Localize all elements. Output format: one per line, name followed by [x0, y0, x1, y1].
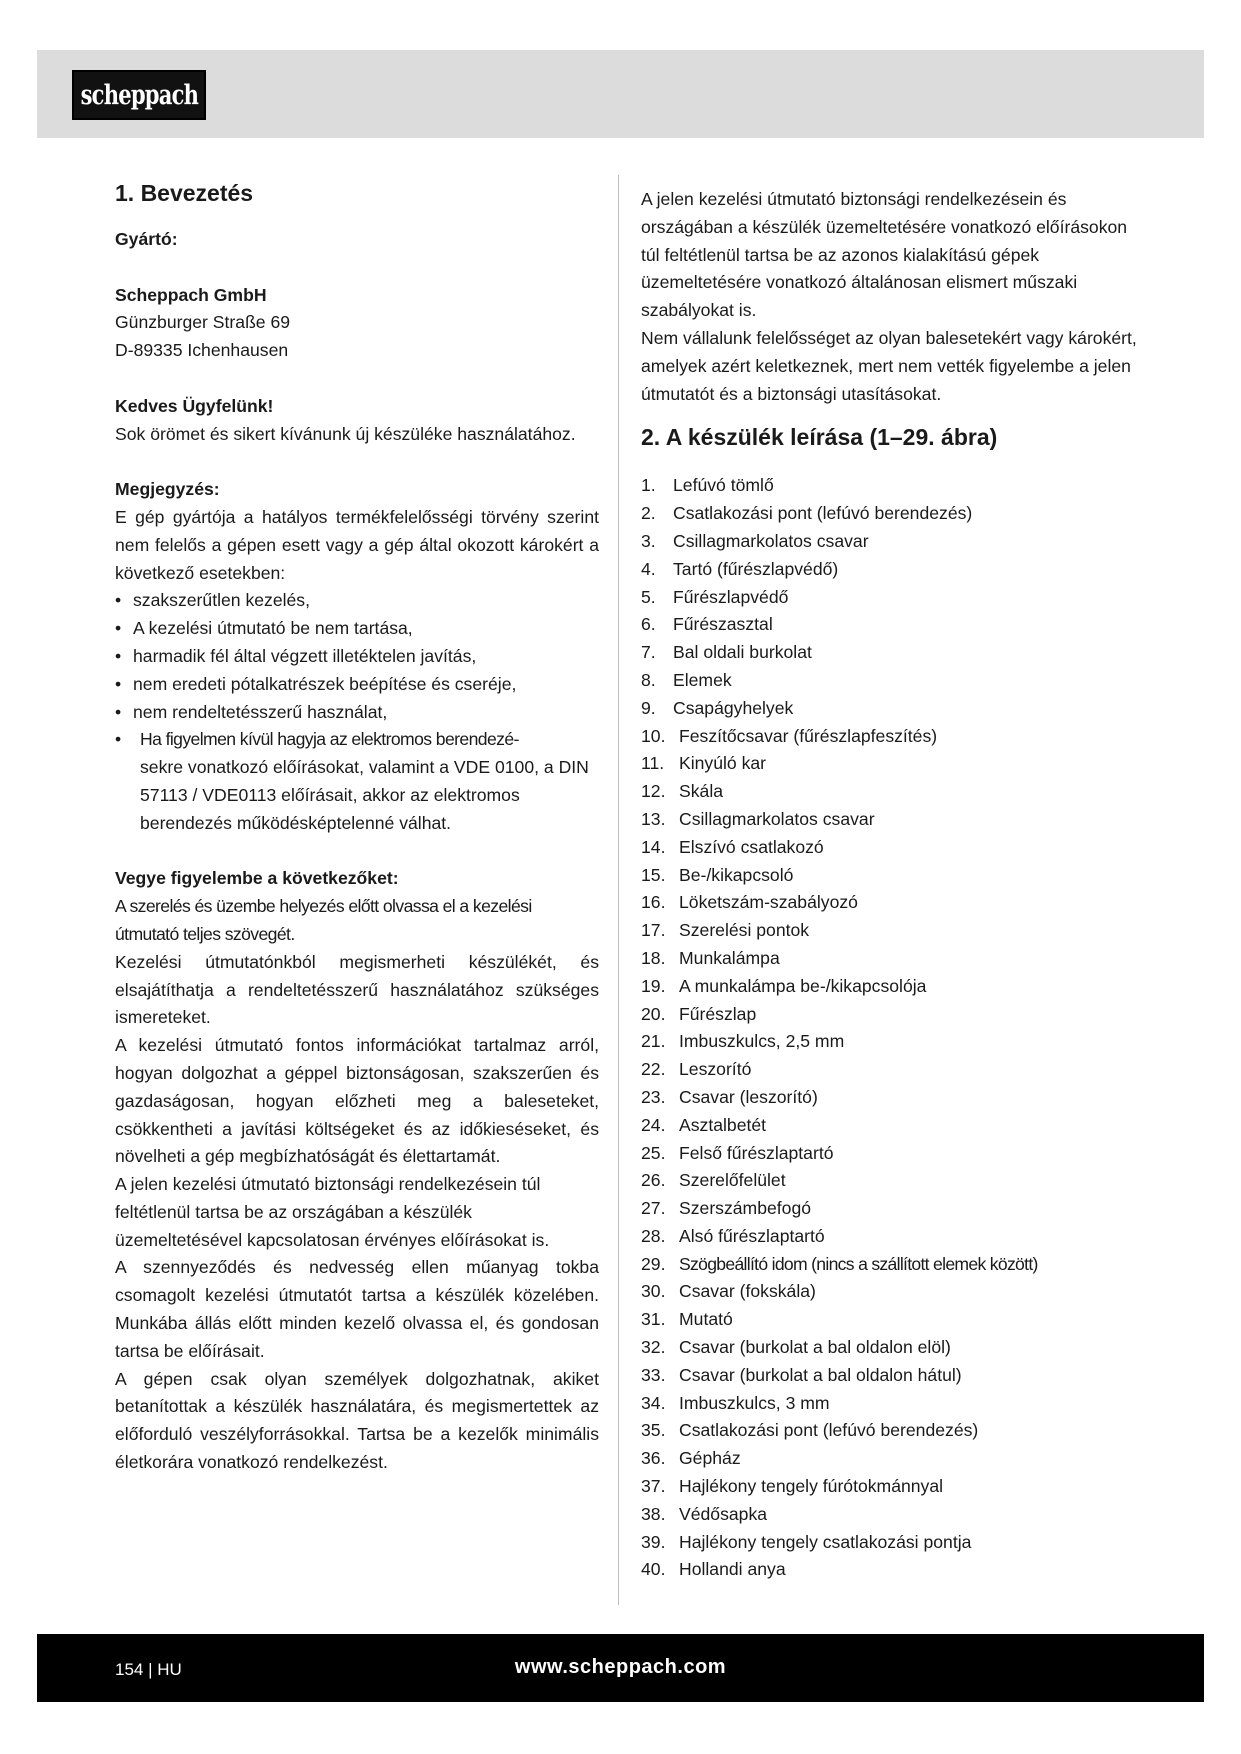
note-text: E gép gyártója a hatályos termékfelelősségi törvény szerint nem felelős a gépen esett vagy a gép által okozott károkért a következő esetekben:: [115, 506, 599, 583]
part-number: 7.: [641, 642, 656, 663]
part-list-item: [641, 973, 1137, 1001]
part-label: Elemek: [673, 669, 732, 690]
part-number: 22.: [641, 1059, 666, 1080]
observe-paragraph: A szennyeződés és nedvesség ellen műanyag tokba csomagolt kezelési útmutatót tartsa a készülék közelében. Munkába állás előtt minden kezelő olvassa el, és gondosan tartsa be előírásait.: [115, 1257, 599, 1361]
part-number: 16.: [641, 892, 666, 913]
list-item-first-line: Ha figyelmen kívül hagyja az elektromos berendezé-: [140, 729, 519, 750]
part-number: 33.: [641, 1364, 666, 1385]
part-list-item: [641, 1417, 1137, 1445]
part-list-item: [641, 1112, 1137, 1140]
part-number: 24.: [641, 1114, 666, 1135]
note-label: Megjegyzés:: [115, 479, 220, 500]
part-number: 3.: [641, 530, 656, 551]
part-list-item: [641, 695, 1137, 723]
part-number: 30.: [641, 1281, 666, 1302]
list-item: • szakszerűtlen kezelés,: [115, 587, 599, 615]
manufacturer-label: Gyártó:: [115, 229, 178, 249]
part-label: Imbuszkulcs, 3 mm: [679, 1392, 830, 1413]
part-list-item: [641, 1501, 1137, 1529]
part-list-item: [641, 1167, 1137, 1195]
part-number: 35.: [641, 1420, 666, 1441]
intro-paragraph: Nem vállalunk felelősséget az olyan balesetekért vagy károkért, amelyek azért keletkeznek, mert nem vették figyelembe a jelen útmutatót és a biztonsági utasításokat.: [641, 327, 1137, 404]
list-item: [115, 726, 599, 837]
part-number: 27.: [641, 1198, 666, 1219]
part-list-item: [641, 556, 1137, 584]
part-label: Asztalbetét: [679, 1114, 767, 1135]
section-title-description: 2. A készülék leírása (1–29. ábra): [641, 424, 998, 451]
part-list-item: [641, 723, 1137, 751]
part-label: Elszívó csatlakozó: [679, 836, 824, 857]
greeting-text: Sok örömet és sikert kívánunk új készüléke használatához.: [115, 423, 576, 444]
part-number: 34.: [641, 1392, 666, 1413]
part-list-item: [641, 1390, 1137, 1418]
part-number: 13.: [641, 808, 666, 829]
company-street: Günzburger Straße 69: [115, 312, 291, 333]
part-number: 8.: [641, 669, 656, 690]
part-list-item: [641, 834, 1137, 862]
part-label: Alsó fűrészlaptartó: [679, 1225, 825, 1246]
part-list-item: [641, 1251, 1137, 1279]
list-item: • nem rendeltetésszerű használat,: [115, 699, 599, 727]
part-number: 4.: [641, 558, 656, 579]
part-list-item: [641, 1140, 1137, 1168]
left-column: [115, 178, 599, 1477]
scheppach-logo: [72, 70, 206, 120]
part-list-item: [641, 1334, 1137, 1362]
part-label: Védősapka: [679, 1503, 768, 1524]
observe-paragraph: A kezelési útmutató fontos információkat tartalmaz arról, hogyan dolgozhat a géppel biztonságosan, szakszerűen és gazdaságosan, hogyan előzheti meg a baleseteket, csökkentheti a javítási költségeket és az időkieséseket, és növelheti a gép megbízhatóságát és élettartamát.: [115, 1035, 599, 1167]
part-label: Hajlékony tengely csatlakozási pontja: [679, 1531, 972, 1552]
observe-paragraph: A gépen csak olyan személyek dolgozhatnak, akiket betanítottak a készülék használatára, és megismertettek az előforduló veszélyforrásokkal. Tartsa be a kezelők minimális életkorára vonatkozó rendelkezést.: [115, 1368, 599, 1473]
part-number: 39.: [641, 1531, 666, 1552]
part-label: Csavar (fokskála): [679, 1281, 816, 1302]
part-list-item: [641, 1473, 1137, 1501]
part-number: 6.: [641, 614, 656, 635]
part-number: 21.: [641, 1031, 666, 1052]
list-item-rest: sekre vonatkozó előírásokat, valamint a VDE 0100, a DIN 57113 / VDE0113 előírásait, akkor az elektromos berendezés működésképtelenné válhat.: [140, 757, 589, 833]
observe-paragraph: A szerelés és üzembe helyezés előtt olvassa el a kezelési útmutató teljes szövegét.: [115, 896, 532, 944]
part-label: Csapágyhelyek: [673, 697, 794, 718]
part-label: Munkalámpa: [679, 947, 780, 968]
part-number: 10.: [641, 725, 666, 746]
part-list-item: [641, 778, 1137, 806]
part-label: Csillagmarkolatos csavar: [673, 530, 869, 551]
part-label: Imbuszkulcs, 2,5 mm: [679, 1031, 845, 1052]
part-list-item: [641, 1028, 1137, 1056]
part-label: Csavar (burkolat a bal oldalon elöl): [679, 1337, 951, 1358]
part-label: Szögbeállító idom (nincs a szállított elemek között): [679, 1253, 1038, 1274]
part-number: 2.: [641, 503, 656, 524]
part-label: Csatlakozási pont (lefúvó berendezés): [679, 1420, 979, 1441]
part-list-item: [641, 917, 1137, 945]
part-list-item: [641, 667, 1137, 695]
part-list-item: [641, 528, 1137, 556]
part-label: Csavar (leszorító): [679, 1086, 818, 1107]
footer-bar: [37, 1634, 1204, 1702]
part-label: Csillagmarkolatos csavar: [679, 808, 875, 829]
part-label: Fűrészlapvédő: [673, 586, 789, 607]
part-label: Gépház: [679, 1448, 741, 1469]
part-list-item: [641, 1278, 1137, 1306]
part-list-item: [641, 584, 1137, 612]
logo-text: scheppach: [80, 79, 198, 111]
part-list-item: [641, 806, 1137, 834]
part-number: 15.: [641, 864, 666, 885]
part-label: Lefúvó tömlő: [673, 475, 774, 496]
part-label: Tartó (fűrészlapvédő): [673, 558, 839, 579]
greeting: Kedves Ügyfelünk!: [115, 395, 274, 416]
part-number: 9.: [641, 697, 656, 718]
part-label: A munkalámpa be-/kikapcsolója: [679, 975, 927, 996]
part-number: 26.: [641, 1170, 666, 1191]
part-label: Szerelési pontok: [679, 920, 810, 941]
part-number: 17.: [641, 920, 666, 941]
part-label: Felső fűrészlaptartó: [679, 1142, 834, 1163]
part-label: Szerszámbefogó: [679, 1198, 812, 1219]
part-label: Skála: [679, 781, 724, 802]
part-label: Löketszám-szabályozó: [679, 892, 858, 913]
part-list-item: [641, 500, 1137, 528]
part-list-item: [641, 1001, 1137, 1029]
part-label: Bal oldali burkolat: [673, 642, 812, 663]
observe-paragraph: Kezelési útmutatónkból megismerheti készülékét, és elsajátíthatja a rendeltetésszerű használatához szükséges ismereteket.: [115, 951, 599, 1028]
section-title-introduction: 1. Bevezetés: [115, 180, 254, 206]
part-list-item: [641, 639, 1137, 667]
part-list-item: [641, 1529, 1137, 1557]
part-list-item: [641, 611, 1137, 639]
exclusion-list: [115, 587, 599, 837]
intro-paragraph: A jelen kezelési útmutató biztonsági rendelkezésein és országában a készülék üzemeltetésére vonatkozó előírásokon túl feltétlenül tartsa be az azonos kialakítású gépek üzemeltetésére vonatkozó általánosan elismert műszaki szabályokat is.: [641, 189, 1128, 321]
part-number: 18.: [641, 947, 666, 968]
part-number: 38.: [641, 1503, 666, 1524]
part-number: 12.: [641, 781, 666, 802]
part-label: Fűrészlap: [679, 1003, 757, 1024]
part-number: 14.: [641, 836, 666, 857]
part-number: 28.: [641, 1225, 666, 1246]
part-number: 19.: [641, 975, 666, 996]
part-number: 25.: [641, 1142, 666, 1163]
part-number: 37.: [641, 1476, 666, 1497]
part-label: Leszorító: [679, 1059, 752, 1080]
list-item: • nem eredeti pótalkatrészek beépítése és cseréje,: [115, 671, 599, 699]
part-label: Mutató: [679, 1309, 733, 1330]
part-label: Feszítőcsavar (fűrészlapfeszítés): [679, 725, 938, 746]
right-column: [641, 186, 1137, 1584]
part-label: Be-/kikapcsoló: [679, 864, 794, 885]
part-number: 36.: [641, 1448, 666, 1469]
part-number: 5.: [641, 586, 656, 607]
part-list-item: [641, 1362, 1137, 1390]
company-name: Scheppach GmbH: [115, 284, 267, 305]
part-label: Fűrészasztal: [673, 614, 773, 635]
part-number: 1.: [641, 475, 656, 496]
company-city: D-89335 Ichenhausen: [115, 340, 289, 361]
part-number: 29.: [641, 1253, 666, 1274]
part-label: Csavar (burkolat a bal oldalon hátul): [679, 1364, 962, 1385]
part-list-item: [641, 750, 1137, 778]
page-number: 154 | HU: [115, 1660, 182, 1679]
part-label: Hajlékony tengely fúrótokmánnyal: [679, 1476, 944, 1497]
part-number: 23.: [641, 1086, 666, 1107]
part-number: 11.: [641, 753, 665, 774]
part-list-item: [641, 862, 1137, 890]
part-number: 31.: [641, 1309, 666, 1330]
part-list-item: [641, 1445, 1137, 1473]
part-list-item: [641, 1084, 1137, 1112]
part-number: 40.: [641, 1559, 666, 1580]
part-list-item: [641, 1195, 1137, 1223]
part-list-item: [641, 1223, 1137, 1251]
header-band: [37, 50, 1204, 138]
observe-label: Vegye figyelembe a következőket:: [115, 868, 399, 889]
website-link[interactable]: www.scheppach.com: [514, 1656, 727, 1678]
list-item: • harmadik fél által végzett illetéktelen javítás,: [115, 643, 599, 671]
observe-paragraph: A jelen kezelési útmutató biztonsági rendelkezésein túl feltétlenül tartsa be az országában a készülék üzemeltetésével kapcsolatosan érvényes előírásokat is.: [115, 1174, 550, 1250]
parts-list: [641, 472, 1137, 1584]
part-number: 32.: [641, 1337, 666, 1358]
part-list-item: [641, 945, 1137, 973]
list-item: • A kezelési útmutató be nem tartása,: [115, 615, 599, 643]
part-list-item: [641, 1556, 1137, 1584]
part-list-item: [641, 1056, 1137, 1084]
part-label: Szerelőfelület: [679, 1170, 786, 1191]
part-list-item: [641, 1306, 1137, 1334]
part-number: 20.: [641, 1003, 666, 1024]
part-list-item: [641, 889, 1137, 917]
part-list-item: [641, 472, 1137, 500]
part-label: Kinyúló kar: [679, 753, 767, 774]
part-label: Hollandi anya: [679, 1559, 786, 1580]
part-label: Csatlakozási pont (lefúvó berendezés): [673, 503, 973, 524]
column-divider: [618, 175, 619, 1605]
